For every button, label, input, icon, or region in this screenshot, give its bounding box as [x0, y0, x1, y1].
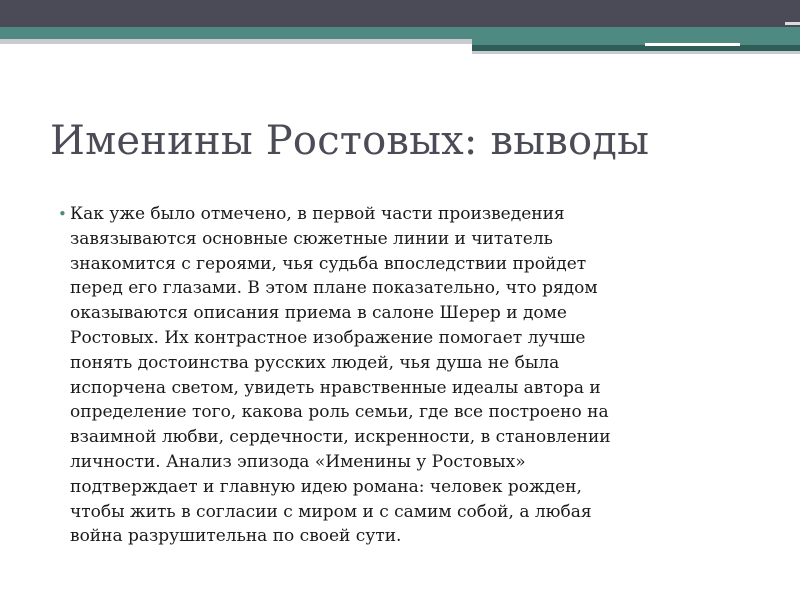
body-line: испорчена светом, увидеть нравственные идеалы автора и — [70, 377, 601, 398]
body-line: оказываются описания приема в салоне Шерер и доме — [70, 303, 567, 324]
bullet-text — [70, 202, 778, 549]
header-band-dark — [0, 0, 800, 27]
slide-title: Именины Ростовых: выводы — [50, 118, 650, 164]
header-divider-line-right — [472, 51, 800, 54]
body-line: взаимной любви, сердечности, искренности, в становлении — [70, 427, 611, 448]
body-line: личности. Анализ эпизода «Именины у Ростовых» — [70, 451, 526, 472]
bullet-icon: • — [58, 205, 67, 223]
header-corner-tick — [785, 22, 800, 25]
body-line: война разрушительна по своей сути. — [70, 526, 402, 547]
body-line: завязываются основные сюжетные линии и читатель — [70, 228, 553, 249]
body-line: понять достоинства русских людей, чья душа не была — [70, 352, 560, 373]
bullet-item — [58, 202, 778, 549]
header-divider-line — [0, 39, 472, 44]
body-line: перед его глазами. В этом плане показательно, что рядом — [70, 278, 598, 299]
header-band-teal-left — [0, 27, 472, 39]
body-line: Ростовых. Их контрастное изображение помогает лучше — [70, 327, 586, 348]
body-line: определение того, какова роль семьи, где все построено на — [70, 402, 609, 423]
body-line: чтобы жить в согласии с миром и с самим собой, а любая — [70, 501, 592, 522]
body-line: подтверждает и главную идею романа: человек рожден, — [70, 476, 582, 497]
header-accent-tick — [645, 43, 740, 46]
header-band-teal-right — [472, 27, 800, 45]
body-line: знакомится с героями, чья судьба впоследствии пройдет — [70, 253, 587, 274]
slide-body — [58, 202, 778, 549]
body-line: Как уже было отмечено, в первой части произведения — [70, 204, 565, 224]
